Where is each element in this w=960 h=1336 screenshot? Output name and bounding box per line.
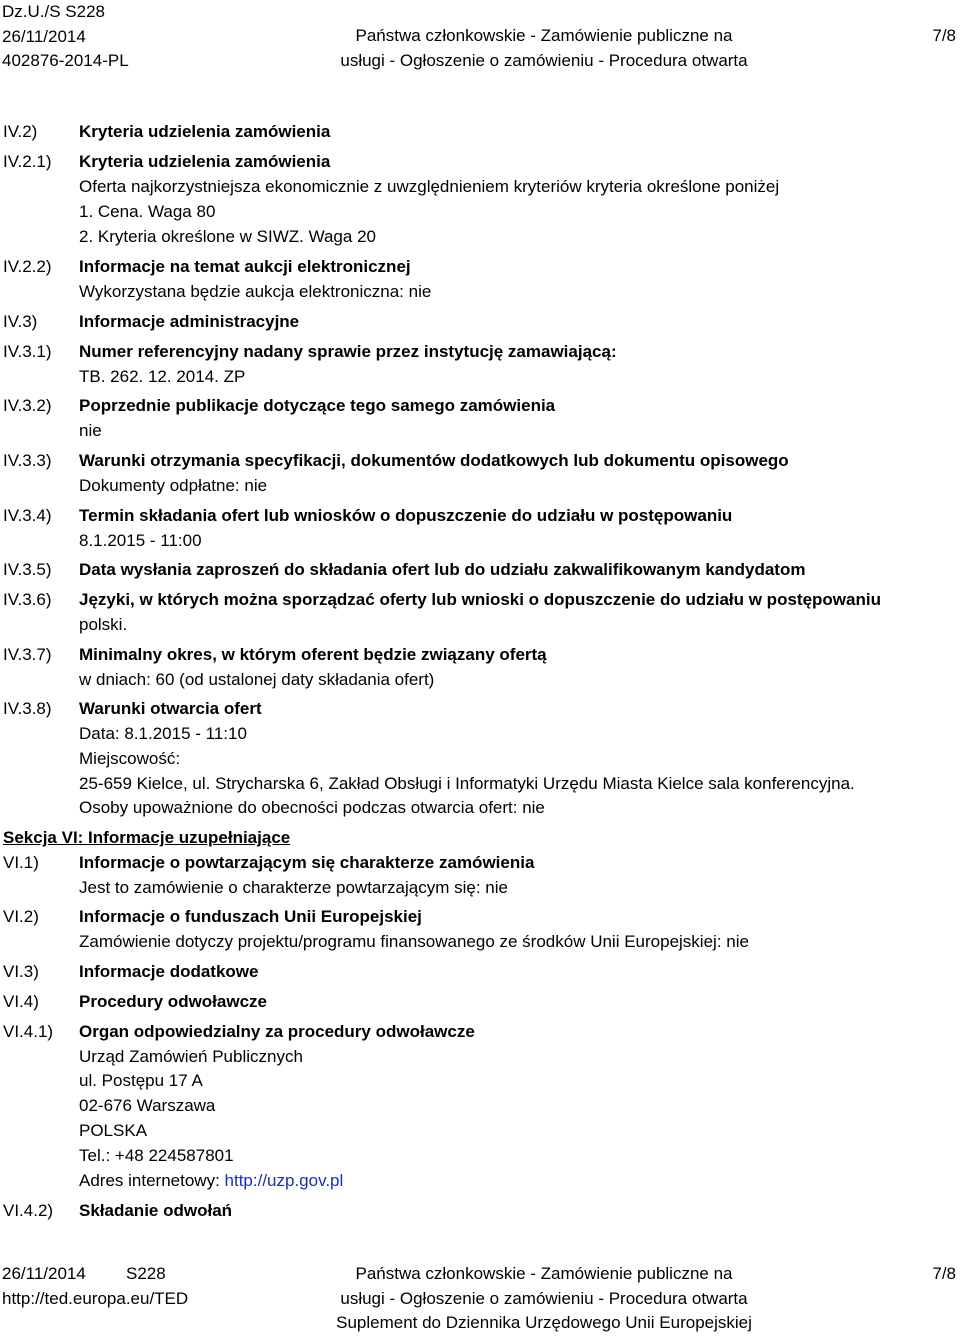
- section-title: Składanie odwołań: [79, 1201, 233, 1220]
- section-title: Poprzednie publikacje dotyczące tego samego zamówienia: [79, 396, 556, 415]
- section-number: IV.3.5): [3, 560, 52, 579]
- section-text: Wykorzystana będzie aukcja elektroniczna: nie: [79, 282, 432, 301]
- web-address-link[interactable]: http://uzp.gov.pl: [224, 1171, 344, 1190]
- section-number: IV.2): [3, 122, 38, 141]
- footer-page-number: 7/8: [932, 1264, 956, 1283]
- web-address-label: Adres internetowy:: [79, 1171, 225, 1190]
- section-heading: Sekcja VI: Informacje uzupełniające: [3, 828, 291, 847]
- section-title: Informacje o funduszach Unii Europejskiej: [79, 907, 422, 926]
- section-title: Informacje dodatkowe: [79, 962, 259, 981]
- section-text: Tel.: +48 224587801: [79, 1146, 234, 1165]
- section-title: Informacje o powtarzającym się charakterze zamówienia: [79, 853, 535, 872]
- section-title: Kryteria udzielenia zamówienia: [79, 152, 331, 171]
- section-text: Oferta najkorzystniejsza ekonomicznie z uwzględnieniem kryteriów kryteria określone poniżej: [79, 177, 780, 196]
- footer-url: http://ted.europa.eu/TED: [2, 1288, 189, 1308]
- footer-title-line: usługi - Ogłoszenie o zamówieniu - Procedura otwarta: [340, 1288, 748, 1308]
- section-number: IV.2.2): [3, 257, 52, 276]
- web-address-line: [79, 1171, 343, 1191]
- section-number: VI.4.1): [3, 1022, 54, 1041]
- section-number: IV.3.7): [3, 645, 52, 664]
- section-number: IV.3.3): [3, 451, 52, 470]
- section-text: 1. Cena. Waga 80: [79, 202, 216, 221]
- section-title: Kryteria udzielenia zamówienia: [79, 122, 331, 141]
- section-title: Numer referencyjny nadany sprawie przez instytucję zamawiającą:: [79, 342, 617, 361]
- section-text: TB. 262. 12. 2014. ZP: [79, 367, 246, 386]
- section-title: Informacje administracyjne: [79, 312, 300, 331]
- document-id: 402876-2014-PL: [2, 51, 129, 70]
- section-title: Informacje na temat aukcji elektronicznej: [79, 257, 411, 276]
- section-text: nie: [79, 421, 102, 440]
- section-number: IV.3.6): [3, 590, 52, 609]
- section-number: IV.3.8): [3, 699, 52, 718]
- footer-title-line: Państwa członkowskie - Zamówienie publiczne na: [355, 1264, 733, 1283]
- section-text: 02-676 Warszawa: [79, 1096, 216, 1115]
- journal-ref: Dz.U./S S228: [2, 2, 105, 21]
- section-number: VI.4): [3, 992, 39, 1011]
- header-date: 26/11/2014: [2, 26, 86, 46]
- section-number: IV.2.1): [3, 152, 52, 171]
- section-number: VI.3): [3, 962, 39, 981]
- section-number: VI.4.2): [3, 1201, 54, 1220]
- section-number: IV.3.1): [3, 342, 52, 361]
- section-title: Procedury odwoławcze: [79, 992, 267, 1011]
- section-number: IV.3.2): [3, 396, 52, 415]
- section-text: Data: 8.1.2015 - 11:10: [79, 724, 247, 743]
- section-text: Urząd Zamówień Publicznych: [79, 1047, 303, 1066]
- section-text: 2. Kryteria określone w SIWZ. Waga 20: [79, 227, 376, 246]
- section-text: POLSKA: [79, 1121, 148, 1140]
- section-number: VI.2): [3, 907, 39, 926]
- section-text: polski.: [79, 615, 128, 634]
- footer-title-line: Suplement do Dziennika Urzędowego Unii Europejskiej: [336, 1313, 752, 1332]
- page-header-left: [2, 0, 129, 74]
- page-header-title: [334, 24, 754, 73]
- section-text: Osoby upoważnione do obecności podczas otwarcia ofert: nie: [79, 798, 545, 817]
- section-text: Jest to zamówienie o charakterze powtarzającym się: nie: [79, 878, 508, 897]
- section-text: Zamówienie dotyczy projektu/programu finansowanego ze środków Unii Europejskiej: nie: [79, 932, 749, 951]
- section-title: Warunki otwarcia ofert: [79, 699, 262, 718]
- section-title: Warunki otrzymania specyfikacji, dokumentów dodatkowych lub dokumentu opisowego: [79, 451, 789, 470]
- section-text: 8.1.2015 - 11:00: [79, 531, 202, 550]
- page-footer-title: [334, 1262, 754, 1336]
- section-title: Minimalny okres, w którym oferent będzie związany ofertą: [79, 645, 547, 664]
- section-number: IV.3): [3, 312, 38, 331]
- section-text: Dokumenty odpłatne: nie: [79, 476, 268, 495]
- section-text: w dniach: 60 (od ustalonej daty składania ofert): [79, 670, 435, 689]
- section-title: Języki, w których można sporządzać oferty lub wnioski o dopuszczenie do udziału w postępowaniu: [79, 590, 881, 609]
- section-number: VI.1): [3, 853, 39, 872]
- section-text: ul. Postępu 17 A: [79, 1071, 203, 1090]
- footer-date: 26/11/2014: [2, 1264, 86, 1283]
- section-title: Data wysłania zaproszeń do składania ofert lub do udziału zakwalifikowanym kandydatom: [79, 560, 806, 579]
- section-text: 25-659 Kielce, ul. Strycharska 6, Zakład Obsługi i Informatyki Urzędu Miasta Kielce sala konferencyjna.: [79, 774, 855, 793]
- section-text: Miejscowość:: [79, 749, 181, 768]
- header-page-number: 7/8: [932, 26, 956, 45]
- footer-issue: S228: [126, 1264, 166, 1283]
- section-number: IV.3.4): [3, 506, 52, 525]
- section-title: Termin składania ofert lub wniosków o dopuszczenie do udziału w postępowaniu: [79, 506, 733, 525]
- header-title-line: Państwa członkowskie - Zamówienie publiczne na: [355, 26, 733, 45]
- section-title: Organ odpowiedzialny za procedury odwoławcze: [79, 1022, 475, 1041]
- header-title-line: usługi - Ogłoszenie o zamówieniu - Procedura otwarta: [340, 50, 748, 70]
